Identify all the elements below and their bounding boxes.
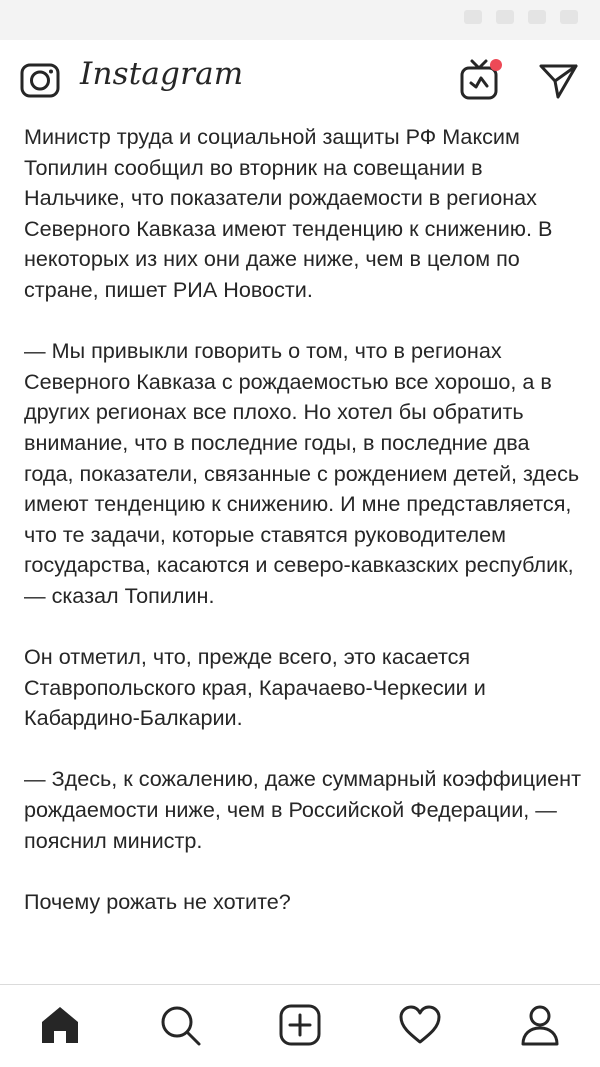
search-tab[interactable] (158, 1003, 202, 1047)
caption-paragraph: — Мы привыкли говорить о том, что в регионах Северного Кавказа с рождаемостью все хорошо, а в других регионах все плохо. Но хотел бы обратить внимание, что в последние годы, в последние два года, показатели, связанные с рождением детей, здесь имеют тенденцию к снижению. И мне представляется, что те задачи, которые ставятся руководителем государства, касаются и северо-кавказских республик, — сказал Топилин. (24, 338, 580, 608)
notification-dot (490, 59, 502, 71)
caption-paragraph: — Здесь, к сожалению, даже суммарный коэффициент рождаемости ниже, чем в Российской Федерации, — пояснил министр. (24, 766, 581, 853)
status-icon (560, 10, 578, 24)
camera-icon (18, 58, 62, 102)
status-icon (528, 10, 546, 24)
direct-messages-button[interactable] (536, 58, 580, 102)
profile-tab[interactable] (518, 1003, 562, 1047)
camera-button[interactable] (18, 58, 62, 102)
heart-icon (398, 1003, 442, 1047)
add-post-tab[interactable] (278, 1003, 322, 1047)
caption-paragraph: Министр труда и социальной защиты РФ Максим Топилин сообщил во вторник на совещании в Нальчике, что показатели рождаемости в регионах Северного Кавказа имеют тенденцию к снижению. В некоторых из них они даже ниже, чем в целом по стране, пишет РИА Новости. (24, 124, 553, 302)
home-tab[interactable] (38, 1003, 82, 1047)
igtv-button[interactable] (458, 56, 504, 102)
status-icon (464, 10, 482, 24)
caption-paragraph: Он отметил, что, прежде всего, это касается Ставропольского края, Карачаево-Черкесии и Кабардино-Балкарии. (24, 644, 486, 731)
instagram-logo[interactable]: Instagram (80, 56, 244, 92)
caption-paragraph: Почему рожать не хотите? (24, 888, 291, 914)
igtv-icon (458, 56, 504, 102)
top-bar (0, 40, 600, 120)
bottom-navigation (0, 984, 600, 1067)
add-post-icon (278, 1003, 322, 1047)
status-icon (496, 10, 514, 24)
home-icon (38, 1003, 82, 1047)
status-indicators (464, 10, 578, 24)
activity-tab[interactable] (398, 1003, 442, 1047)
profile-icon (518, 1003, 562, 1047)
search-icon (158, 1003, 202, 1047)
status-bar (0, 0, 600, 40)
post-caption (24, 122, 584, 948)
direct-message-icon (536, 58, 580, 102)
